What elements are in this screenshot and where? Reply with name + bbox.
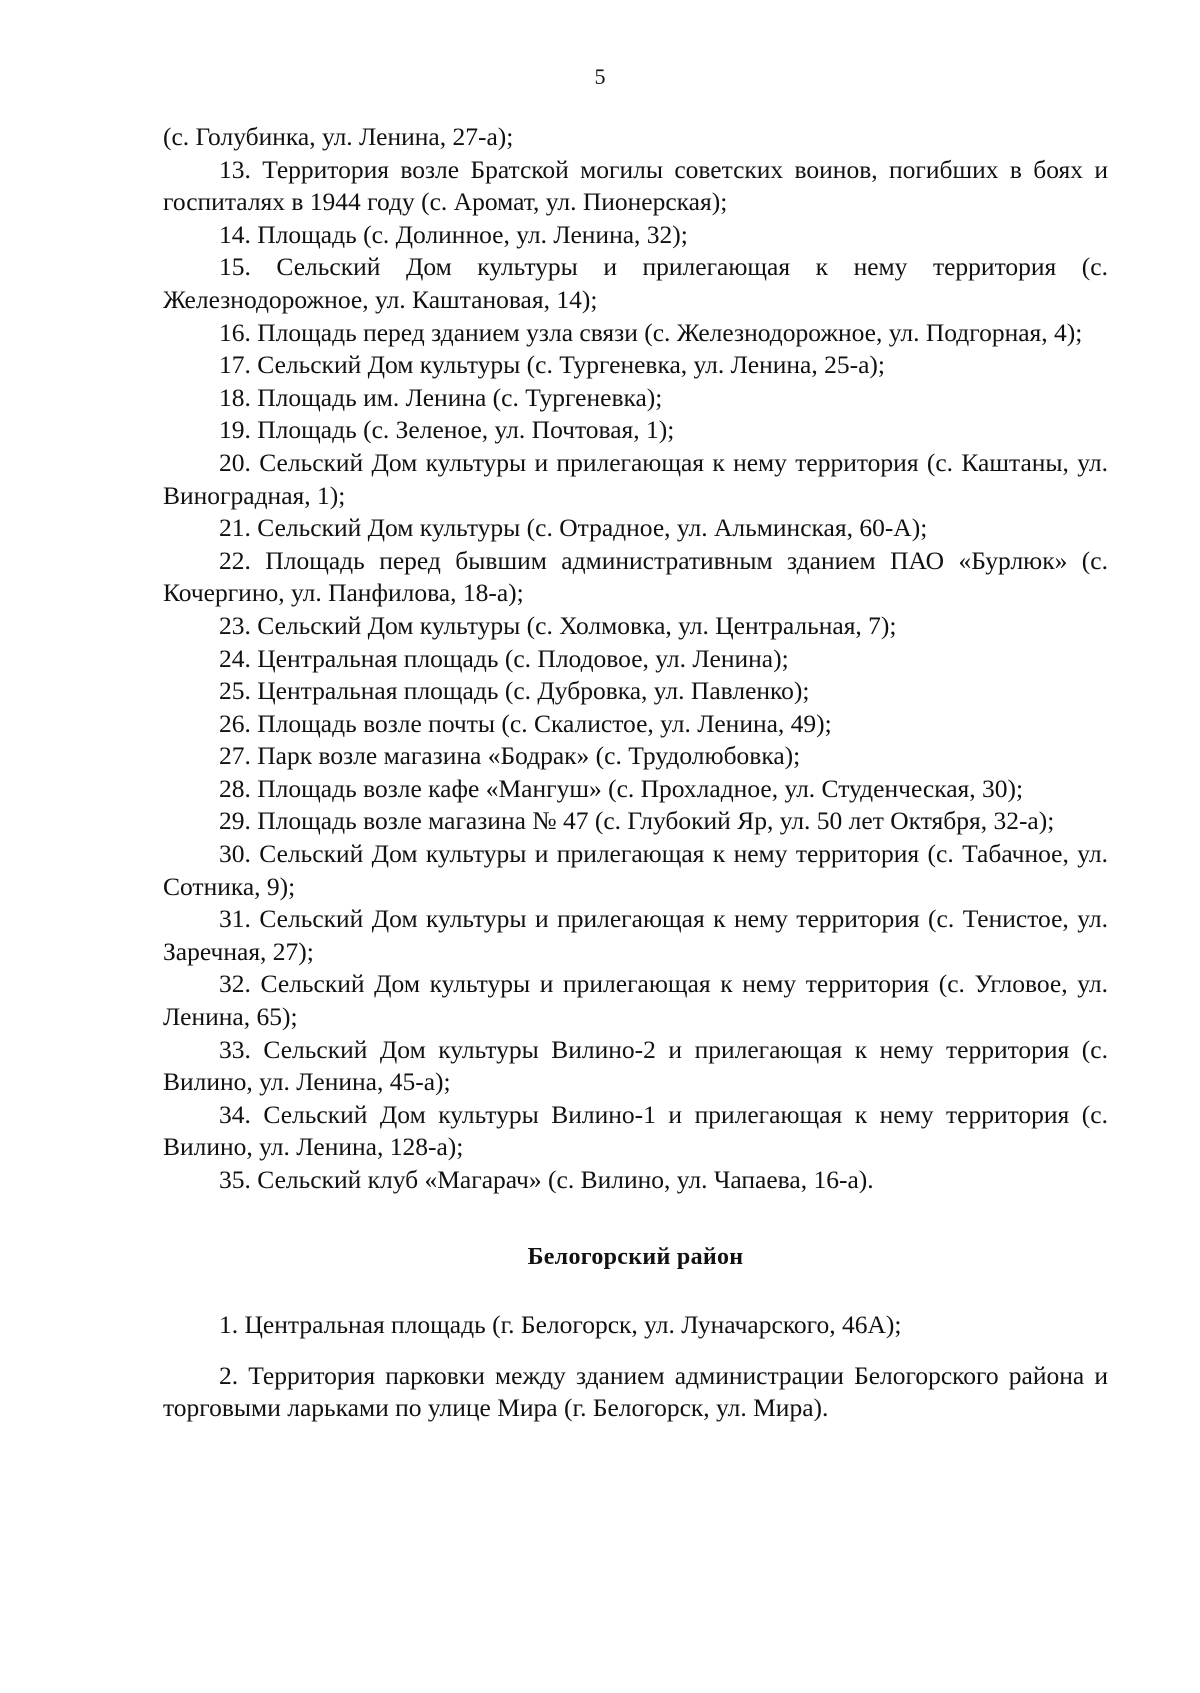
- list-item-14: 14. Площадь (с. Долинное, ул. Ленина, 32);: [219, 219, 688, 249]
- list-item-29: 29. Площадь возле магазина № 47 (с. Глубокий Яр, ул. 50 лет Октября, 32-а);: [219, 806, 1055, 836]
- list-item-continuation: (с. Голубинка, ул. Ленина, 27-а);: [163, 122, 514, 151]
- list-item-35: 35. Сельский клуб «Магарач» (с. Вилино, ул. Чапаева, 16-а).: [219, 1165, 874, 1194]
- list-item-28: 28. Площадь возле кафе «Мангуш» (с. Прохладное, ул. Студенческая, 30);: [219, 773, 1024, 803]
- list-item-19: 19. Площадь (с. Зеленое, ул. Почтовая, 1);: [219, 415, 675, 445]
- list-item-21: 21. Сельский Дом культуры (с. Отрадное, ул. Альминская, 60-А);: [219, 513, 928, 543]
- document-body: [163, 121, 1108, 1425]
- list-item-17: 17. Сельский Дом культуры (с. Тургеневка, ул. Ленина, 25-а);: [219, 350, 885, 380]
- list-item-25: 25. Центральная площадь (с. Дубровка, ул. Павленко);: [219, 676, 810, 706]
- section-heading: Белогорский район: [527, 1243, 744, 1270]
- list-item-26: 26. Площадь возле почты (с. Скалистое, ул. Ленина, 49);: [219, 708, 832, 738]
- list-item-34: 34. Сельский Дом культуры Вилино-1 и прилегающая к нему территория (с. Вилино, ул. Ленина, 128-а);: [163, 1099, 1108, 1162]
- list-item-13: 13. Территория возле Братской могилы советских воинов, погибших в боях и госпиталях в 1944 году (с. Аромат, ул. Пионерская);: [163, 154, 1108, 217]
- list-item-24: 24. Центральная площадь (с. Плодовое, ул. Ленина);: [219, 643, 789, 673]
- section-list-item-1: 1. Центральная площадь (г. Белогорск, ул. Луначарского, 46А);: [219, 1310, 902, 1340]
- list-item-32: 32. Сельский Дом культуры и прилегающая к нему территория (с. Угловое, ул. Ленина, 65);: [163, 969, 1108, 1032]
- list-item-20: 20. Сельский Дом культуры и прилегающая к нему территория (с. Каштаны, ул. Виноградная, 1);: [163, 447, 1108, 510]
- list-item-15: 15. Сельский Дом культуры и прилегающая к нему территория (с. Железнодорожное, ул. Каштановая, 14);: [163, 252, 1108, 314]
- list-item-16: 16. Площадь перед зданием узла связи (с. Железнодорожное, ул. Подгорная, 4);: [219, 317, 1083, 347]
- list-item-27: 27. Парк возле магазина «Бодрак» (с. Трудолюбовка);: [219, 741, 801, 771]
- list-item-22: 22. Площадь перед бывшим административным зданием ПАО «Бурлюк» (с. Кочергино, ул. Панфилова, 18-а);: [163, 545, 1108, 608]
- list-item-30: 30. Сельский Дом культуры и прилегающая к нему территория (с. Табачное, ул. Сотника, 9);: [163, 839, 1108, 901]
- page-number: 5: [594, 64, 606, 89]
- list-item-23: 23. Сельский Дом культуры (с. Холмовка, ул. Центральная, 7);: [219, 610, 897, 640]
- section-list-item-2: 2. Территория парковки между зданием администрации Белогорского района и торговыми ларьками по улице Мира (г. Белогорск, ул. Мира).: [163, 1360, 1108, 1423]
- list-item-31: 31. Сельский Дом культуры и прилегающая к нему территория (с. Тенистое, ул. Заречная, 27);: [163, 904, 1108, 966]
- list-item-18: 18. Площадь им. Ленина (с. Тургеневка);: [219, 382, 663, 412]
- list-item-33: 33. Сельский Дом культуры Вилино-2 и прилегающая к нему территория (с. Вилино, ул. Ленина, 45-а);: [163, 1034, 1108, 1097]
